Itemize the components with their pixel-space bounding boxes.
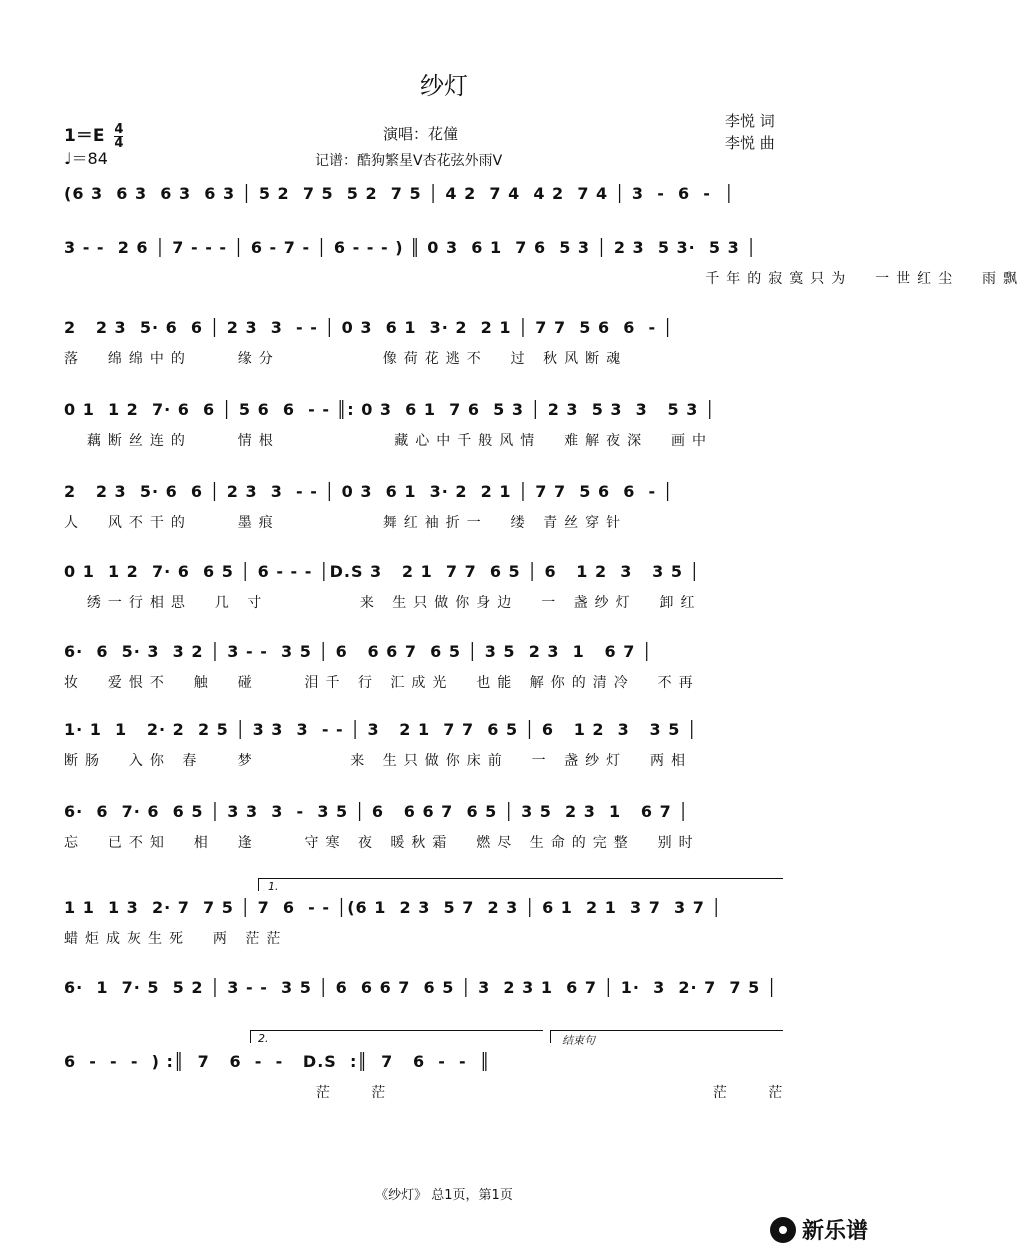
notator-credit: 记谱：酷狗繁星V杏花弦外雨V xyxy=(315,153,503,169)
notation-row: 6· 6 7· 6 6 5 │ 3 3 3 - 3 5 │ 6 6 6 7 6 5 │ 3 5 2 3 1 6 7 │ xyxy=(64,802,689,821)
notation-row: 6· 6 5· 3 3 2 │ 3 - - 3 5 │ 6 6 6 7 6 5 │ 3 5 2 3 1 6 7 │ xyxy=(64,642,653,661)
notation-row: 0 1 1 2 7· 6 6 │ 5 6 6 - - ║: 0 3 6 1 7 6 5 3 │ 2 3 5 3 3 5 3 │ xyxy=(64,400,716,419)
volta-bracket-2 xyxy=(250,1030,543,1043)
tempo-marking: ♩＝84 xyxy=(64,149,108,168)
singer-credit: 演唱：花僮 xyxy=(383,125,459,143)
time-denominator: 4 xyxy=(114,135,124,151)
lyrics-row: 绣一行相思 几 寸 来 生只做你身边 一 盏纱灯 卸红 xyxy=(64,595,702,611)
notation-row: 6 - - - ) :║ 7 6 - - D.S :║ 7 6 - - ║ xyxy=(64,1052,491,1071)
lyrics-row: 藕断丝连的 情根 藏心中千般风情 难解夜深 画中 xyxy=(64,433,714,449)
lyrics-row: 落 绵绵中的 缘分 像荷花逃不 过 秋风断魂 xyxy=(64,351,628,367)
page-title: 纱灯 xyxy=(420,72,468,100)
lyrics-row: 千年的寂寞只为 一世红尘 雨飘 xyxy=(64,271,1024,287)
notation-row: 1 1 1 3 2· 7 7 5 │ 7 6 - - │(6 1 2 3 5 7 2 3 │ 6 1 2 1 3 7 3 7 │ xyxy=(64,898,723,917)
logo-text: 新乐谱 xyxy=(801,1219,868,1244)
lyrics-row: 断肠 入你 春 梦 来 生只做你床前 一 盏纱灯 两相 xyxy=(64,753,693,769)
lyrics-row: 忘 已不知 相 逢 守寒 夜 暖秋霜 燃尽 生命的完整 别时 xyxy=(64,835,700,851)
site-logo xyxy=(770,1214,868,1245)
coda-label: 结束句 xyxy=(562,1034,595,1047)
time-signature xyxy=(114,123,123,150)
volta-label-1: 1. xyxy=(268,880,279,893)
notation-row: 3 - - 2 6 │ 7 - - - │ 6 - 7 - │ 6 - - - ) ║ 0 3 6 1 7 6 5 3 │ 2 3 5 3· 5 3 │ xyxy=(64,238,757,257)
lyrics-row: 妆 爱恨不 触 碰 泪千 行 汇成光 也能 解你的清冷 不再 xyxy=(64,675,700,691)
volta-label-2: 2. xyxy=(258,1032,269,1045)
lyrics-row: 人 风不干的 墨痕 舞红袖折一 缕 青丝穿针 xyxy=(64,515,628,531)
lyricist-credit: 李悦 词 xyxy=(725,112,775,130)
notation-row: 6· 1 7· 5 5 2 │ 3 - - 3 5 │ 6 6 6 7 6 5 │ 3 2 3 1 6 7 │ 1· 3 2· 7 7 5 │ xyxy=(64,978,778,997)
notation-row: 2 2 3 5· 6 6 │ 2 3 3 - - │ 0 3 6 1 3· 2 2 1 │ 7 7 5 6 6 - │ xyxy=(64,482,674,501)
time-numerator: 4 xyxy=(114,121,124,137)
volta-bracket-1 xyxy=(258,878,783,891)
notation-row: (6 3 6 3 6 3 6 3 │ 5 2 7 5 5 2 7 5 │ 4 2 7 4 4 2 7 4 │ 3 - 6 - │ xyxy=(64,184,735,203)
composer-credit: 李悦 曲 xyxy=(725,134,775,152)
lyrics-row: 茫 茫 茫 茫 xyxy=(64,1085,790,1101)
notation-row: 2 2 3 5· 6 6 │ 2 3 3 - - │ 0 3 6 1 3· 2 2 1 │ 7 7 5 6 6 - │ xyxy=(64,318,674,337)
page-footer: 《纱灯》 总1页，第1页 xyxy=(375,1188,513,1203)
notation-row: 1· 1 1 2· 2 2 5 │ 3 3 3 - - │ 3 2 1 7 7 6 5 │ 6 1 2 3 3 5 │ xyxy=(64,720,698,739)
lyrics-row: 蜡炬成灰生死 两 茫茫 xyxy=(64,931,288,947)
notation-row: 0 1 1 2 7· 6 6 5 │ 6 - - - │D.S 3 2 1 7 7 6 5 │ 6 1 2 3 3 5 │ xyxy=(64,562,701,581)
vinyl-disc-icon xyxy=(770,1217,796,1243)
key-prefix: 1＝E xyxy=(64,126,105,146)
